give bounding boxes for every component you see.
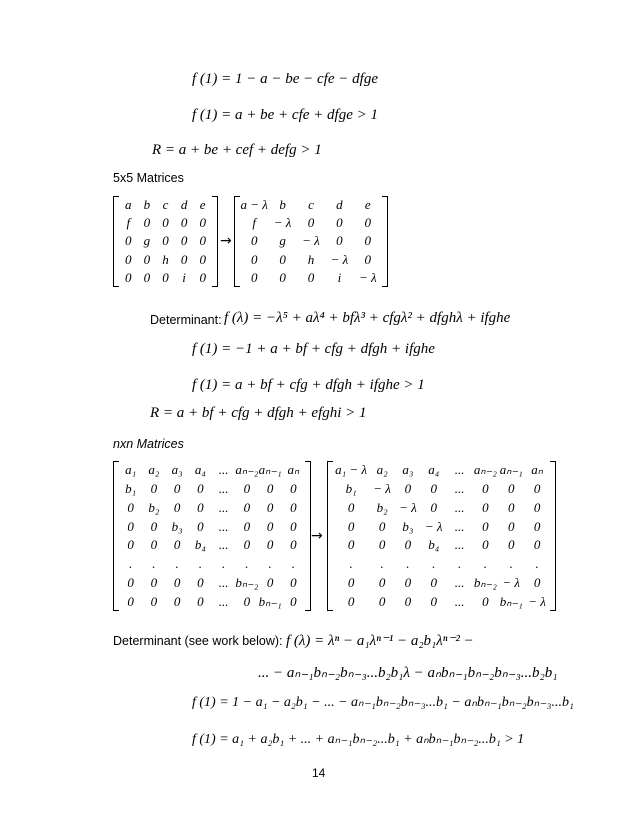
matrix-cell: .	[175, 556, 179, 572]
determinant-label-5x5: Determinant:	[150, 313, 222, 327]
equation-f1-nxn-b: f (1) = a₁ + a₂b₁ + ... + aₙ₋₁bₙ₋₂...b₁ + aₙbₙ₋₁bₙ₋₂...b₁ > 1	[192, 732, 525, 747]
matrix-cell: .	[129, 556, 133, 572]
matrix-cell: b₂	[376, 499, 388, 515]
matrix-cell: h	[162, 251, 169, 267]
matrix-cell: 0	[127, 499, 134, 515]
matrix-cell: 0	[197, 499, 204, 515]
matrix-cell: a₁ − λ	[335, 462, 368, 478]
matrix-cell: b₃	[402, 518, 414, 534]
matrix-cell: 0	[482, 593, 489, 609]
matrix-cell: .	[432, 556, 436, 572]
matrix-cell: 0	[336, 233, 343, 249]
matrix-cell: ...	[454, 537, 465, 553]
matrix-cell: 0	[250, 269, 258, 285]
matrix-cell: 0	[482, 481, 489, 497]
matrix-cell: ...	[218, 462, 229, 478]
matrix-cell: − λ	[502, 574, 521, 590]
matrix-cell: 0	[404, 574, 412, 590]
matrix-cell: 0	[266, 537, 274, 553]
matrix-cell: b	[143, 197, 151, 213]
matrix-cell: 0	[197, 593, 204, 609]
matrix-cell: a₄	[428, 462, 440, 478]
matrix-cell: 0	[347, 574, 355, 590]
matrix-cell: 0	[507, 499, 515, 515]
matrix-cell: − λ	[273, 215, 292, 231]
matrix-cell: d	[180, 197, 188, 213]
matrix-cell: ...	[218, 537, 229, 553]
matrix-cell: 0	[364, 251, 372, 267]
determinant-equation-5x5: f (λ) = −λ⁵ + aλ⁴ + bfλ³ + cfgλ² + dfghλ + ifghe	[224, 310, 511, 326]
matrix-cell: a₁	[125, 462, 137, 478]
matrix-cell: ...	[454, 593, 465, 609]
page-number: 14	[312, 766, 326, 780]
matrix-cell: 0	[125, 233, 132, 249]
matrix-cell: 0	[243, 593, 251, 609]
matrix-cell: f	[126, 215, 131, 231]
matrix-cell: ...	[454, 574, 465, 590]
matrix-cell: 0	[404, 537, 412, 553]
matrix-cell: aₙ₋₂	[235, 462, 259, 478]
matrix-cell: 0	[364, 233, 372, 249]
matrix-cell: 0	[347, 537, 355, 553]
matrix-cell: − λ	[358, 269, 377, 285]
matrix-cell: 0	[347, 499, 355, 515]
matrix-cell: 0	[378, 593, 386, 609]
matrix-cell: e	[199, 197, 206, 213]
arrow-5x5: →	[220, 233, 232, 249]
matrix-cell: .	[152, 556, 156, 572]
matrix-cell: 0	[533, 537, 541, 553]
matrix-cell: g	[143, 233, 151, 249]
matrix-cell: − λ	[399, 499, 417, 515]
matrix-cell: 0	[150, 593, 158, 609]
matrix-cell: 0	[243, 481, 251, 497]
matrix-cell: bₙ₋₂	[473, 574, 497, 590]
matrix-cell: c	[308, 197, 314, 213]
matrix-cell: 0	[378, 574, 386, 590]
matrix-cell: b₁	[345, 481, 357, 497]
matrix-cell: 0	[266, 499, 274, 515]
matrix-cell: 0	[180, 251, 188, 267]
determinant-equation-nxn: f (λ) = λⁿ − a₁λⁿ⁻¹ − a₂b₁λⁿ⁻² −	[286, 633, 474, 649]
matrix-cell: 0	[404, 593, 412, 609]
matrix-cell: .	[245, 556, 249, 572]
matrix-cell: 0	[507, 518, 515, 534]
equation-r-5x4: R = a + be + cef + defg > 1	[152, 142, 322, 158]
matrix-cell: 0	[307, 215, 315, 231]
matrix-cell: 0	[125, 251, 132, 267]
matrix-cell: 0	[266, 518, 274, 534]
matrix-cell: 0	[533, 574, 541, 590]
matrix-cell: 0	[143, 215, 151, 231]
matrix-cell: 0	[150, 481, 158, 497]
matrix-cell: 0	[482, 537, 489, 553]
matrix-cell: aₙ	[287, 462, 300, 478]
matrix-cell: 0	[290, 537, 297, 553]
matrix-cell: 0	[127, 574, 134, 590]
matrix-cell: 0	[250, 251, 258, 267]
matrix-nxn-left	[113, 461, 311, 611]
matrix-cell: 0	[162, 233, 169, 249]
matrix-cell: aₙ	[531, 462, 543, 478]
matrix-cell: 0	[378, 518, 386, 534]
matrix-cell: 0	[430, 574, 437, 590]
matrix-cell: ...	[218, 481, 229, 497]
matrix-cell: 0	[430, 481, 437, 497]
matrix-cell: aₙ₋₁	[258, 462, 282, 478]
equation-f1-5x4-b: f (1) = a + be + cfe + dfge > 1	[192, 107, 378, 123]
matrix-cell: 0	[404, 481, 412, 497]
matrix-cell: .	[291, 556, 295, 572]
matrix-cell: 0	[173, 481, 181, 497]
matrix-cell: 0	[150, 574, 158, 590]
section-label-nxn: nxn Matrices	[113, 437, 184, 451]
matrix-cell: 0	[180, 215, 188, 231]
matrix-cell: 0	[197, 481, 204, 497]
matrix-cell: a₄	[194, 462, 206, 478]
matrix-cell: − λ	[302, 233, 320, 249]
matrix-cell: 0	[279, 251, 286, 267]
matrix-cell: c	[162, 197, 169, 213]
equation-f1-nxn-a: f (1) = 1 − a₁ − a₂b₁ − ... − aₙ₋₁bₙ₋₂bₙ₋₃...b₁ − aₙbₙ₋₁bₙ₋₂bₙ₋₃...b₁	[192, 695, 574, 710]
matrix-cell: 0	[364, 215, 372, 231]
matrix-cell: a₃	[402, 462, 414, 478]
matrix-cell: 0	[430, 593, 437, 609]
matrix-cell: 0	[199, 233, 206, 249]
matrix-cell: a₂	[148, 462, 160, 478]
matrix-cell: 0	[266, 574, 274, 590]
matrix-5x5-right	[234, 196, 388, 287]
matrix-cell: bₙ₋₁	[499, 593, 523, 609]
matrix-cell: 0	[533, 518, 541, 534]
matrix-cell: b₂	[148, 499, 160, 515]
matrix-cell: 0	[378, 537, 386, 553]
matrix-cell: f	[252, 215, 256, 231]
matrix-cell: 0	[143, 269, 151, 285]
matrix-cell: − λ	[424, 518, 443, 534]
matrix-cell: aₙ₋₂	[473, 462, 497, 478]
matrix-cell: .	[349, 556, 353, 572]
matrix-cell: b	[279, 197, 286, 213]
matrix-nxn-right	[327, 461, 556, 611]
matrix-cell: 0	[243, 518, 251, 534]
determinant-label-nxn: Determinant (see work below):	[113, 634, 283, 648]
matrix-cell: 0	[279, 269, 286, 285]
matrix-cell: e	[364, 197, 371, 213]
matrix-cell: 0	[150, 537, 158, 553]
equation-f1-5x4-a: f (1) = 1 − a − be − cfe − dfge	[192, 71, 378, 87]
matrix-cell: 0	[290, 481, 297, 497]
matrix-cell: ...	[218, 518, 229, 534]
matrix-cell: 0	[197, 518, 204, 534]
matrix-cell: .	[457, 556, 462, 572]
matrix-cell: 0	[127, 518, 134, 534]
matrix-cell: ...	[454, 518, 465, 534]
arrow-nxn: →	[311, 528, 323, 544]
matrix-cell: 0	[533, 499, 541, 515]
matrix-cell: 0	[507, 537, 515, 553]
matrix-cell: d	[336, 197, 343, 213]
matrix-cell: aₙ₋₁	[499, 462, 523, 478]
matrix-cell: a₂	[376, 462, 388, 478]
matrix-cell: 0	[197, 574, 204, 590]
matrix-cell: h	[307, 251, 315, 267]
matrix-cell: 0	[127, 537, 134, 553]
matrix-cell: − λ	[373, 481, 391, 497]
matrix-cell: .	[509, 556, 513, 572]
matrix-cell: 0	[290, 499, 297, 515]
matrix-cell: 0	[199, 251, 206, 267]
matrix-cell: 0	[125, 269, 132, 285]
matrix-cell: g	[279, 233, 286, 249]
matrix-cell: bₙ₋₁	[258, 593, 282, 609]
matrix-cell: 0	[199, 269, 206, 285]
matrix-cell: b₄	[194, 537, 206, 553]
matrix-cell: 0	[533, 481, 541, 497]
section-label-5x5: 5x5 Matrices	[113, 171, 184, 185]
matrix-cell: .	[268, 556, 272, 572]
matrix-cell: ...	[454, 462, 465, 478]
matrix-cell: 0	[243, 537, 251, 553]
matrix-cell: bₙ₋₂	[235, 574, 259, 590]
matrix-cell: 0	[173, 593, 181, 609]
matrix-cell: 0	[162, 269, 169, 285]
matrix-cell: 0	[290, 593, 297, 609]
determinant-equation-nxn-continued: ... − aₙ₋₁bₙ₋₂bₙ₋₃...b₂b₁λ − aₙbₙ₋₁bₙ₋₂bₙ₋₃...b₂b₁	[258, 665, 558, 681]
matrix-cell: 0	[243, 499, 251, 515]
matrix-cell: 0	[430, 499, 437, 515]
matrix-cell: 0	[173, 574, 181, 590]
matrix-cell: .	[198, 556, 202, 572]
matrix-cell: ...	[218, 574, 229, 590]
equation-r-5x5: R = a + bf + cfg + dfgh + efghi > 1	[150, 405, 367, 421]
matrix-cell: .	[483, 556, 488, 572]
matrix-cell: a − λ	[240, 197, 268, 213]
matrix-cell: 0	[347, 518, 355, 534]
equation-f1-5x5-a: f (1) = −1 + a + bf + cfg + dfgh + ifghe	[192, 341, 435, 357]
matrix-cell: 0	[290, 518, 297, 534]
matrix-cell: .	[535, 556, 539, 572]
matrix-cell: b₄	[428, 537, 440, 553]
matrix-cell: b₃	[171, 518, 183, 534]
matrix-cell: 0	[180, 233, 188, 249]
matrix-cell: 0	[336, 215, 343, 231]
matrix-cell: 0	[307, 269, 315, 285]
matrix-cell: ...	[454, 499, 465, 515]
matrix-cell: .	[406, 556, 410, 572]
matrix-cell: 0	[173, 499, 181, 515]
matrix-cell: .	[380, 556, 384, 572]
matrix-cell: ...	[218, 593, 229, 609]
matrix-cell: 0	[507, 481, 515, 497]
matrix-cell: 0	[199, 215, 206, 231]
matrix-cell: 0	[250, 233, 258, 249]
matrix-cell: 0	[482, 499, 489, 515]
matrix-cell: ...	[218, 499, 229, 515]
matrix-cell: a	[125, 197, 132, 213]
matrix-cell: i	[182, 269, 186, 285]
matrix-cell: 0	[150, 518, 158, 534]
matrix-cell: b₁	[125, 481, 137, 497]
matrix-cell: 0	[290, 574, 297, 590]
matrix-cell: 0	[173, 537, 181, 553]
matrix-cell: 0	[482, 518, 489, 534]
matrix-cell: 0	[127, 593, 134, 609]
equation-f1-5x5-b: f (1) = a + bf + cfg + dfgh + ifghe > 1	[192, 377, 425, 393]
matrix-cell: 0	[347, 593, 355, 609]
matrix-cell: ...	[454, 481, 465, 497]
matrix-cell: 0	[266, 481, 274, 497]
matrix-cell: i	[337, 269, 342, 285]
matrix-cell: − λ	[528, 593, 546, 609]
matrix-cell: a₃	[171, 462, 183, 478]
matrix-5x5-left	[113, 196, 218, 287]
matrix-cell: 0	[162, 215, 169, 231]
matrix-cell: .	[222, 556, 226, 572]
matrix-cell: − λ	[330, 251, 349, 267]
matrix-cell: 0	[143, 251, 151, 267]
